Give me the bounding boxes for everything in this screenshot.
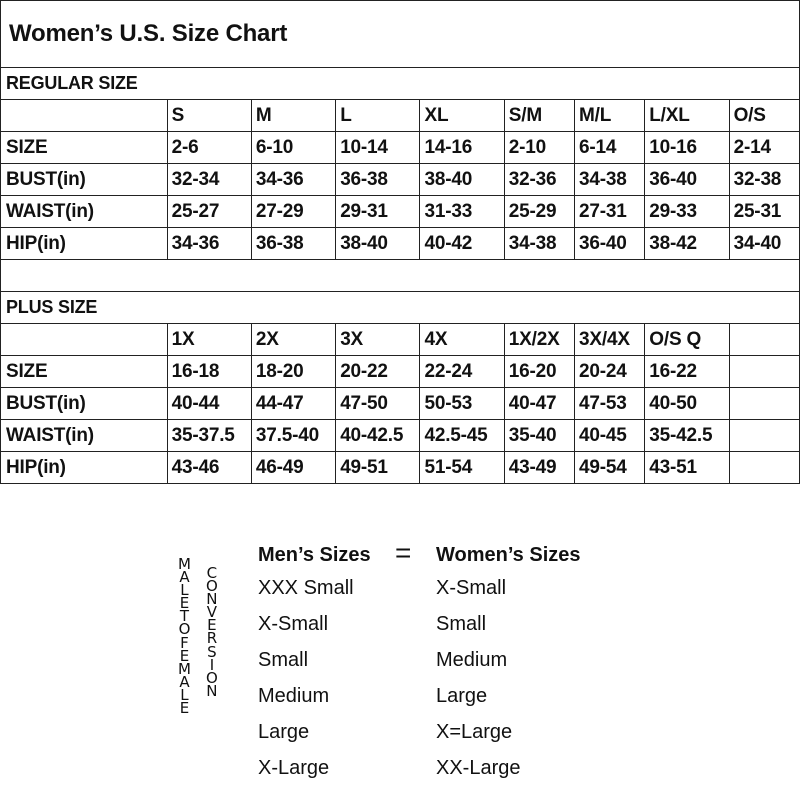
regular-section-label: REGULAR SIZE: [1, 68, 800, 100]
mens-size-item: Small: [258, 649, 309, 671]
vertical-letter: A: [179, 568, 190, 587]
table-cell: 2-6: [167, 132, 251, 164]
table-cell: 10-16: [645, 132, 729, 164]
table-cell: 27-29: [251, 196, 335, 228]
vertical-letter: L: [180, 581, 189, 600]
plus-header-row: [1, 324, 800, 356]
table-cell: 40-50: [645, 388, 729, 420]
table-cell: 35-42.5: [645, 420, 729, 452]
table-cell: [729, 452, 799, 484]
table-cell: 40-42: [420, 228, 504, 260]
vertical-letter: N: [206, 681, 218, 700]
table-cell: 47-53: [575, 388, 645, 420]
mens-sizes-column: [258, 540, 371, 786]
table-cell: 16-22: [645, 356, 729, 388]
table-cell: [729, 420, 799, 452]
vertical-label-male-to-female: [178, 555, 191, 718]
womens-size-item: Large: [436, 685, 488, 707]
table-cell: 40-44: [167, 388, 251, 420]
vertical-letter: A: [179, 672, 190, 691]
table-cell: 6-14: [575, 132, 645, 164]
blank-cell: [1, 260, 800, 292]
header-blank-cell: [1, 324, 168, 356]
table-cell: 2-14: [729, 132, 799, 164]
table-cell: 36-40: [645, 164, 729, 196]
table-cell: 14-16: [420, 132, 504, 164]
row-label: WAIST(in): [1, 420, 168, 452]
male-to-female-conversion: [0, 520, 800, 800]
table-cell: 20-22: [336, 356, 420, 388]
header-cell: 1X/2X: [504, 324, 574, 356]
womens-size-item: X-Small: [436, 577, 507, 599]
header-cell: 3X: [336, 324, 420, 356]
vertical-letter: E: [179, 646, 190, 665]
table-row: [1, 420, 800, 452]
table-cell: 25-29: [504, 196, 574, 228]
table-cell: 6-10: [251, 132, 335, 164]
mens-size-item: X-Large: [258, 757, 330, 779]
table-cell: 43-51: [645, 452, 729, 484]
header-cell: O/S Q: [645, 324, 729, 356]
table-cell: 43-49: [504, 452, 574, 484]
vertical-letter: I: [209, 655, 215, 674]
vertical-letter: O: [206, 577, 218, 596]
header-cell: M/L: [575, 100, 645, 132]
mens-size-item: Medium: [258, 685, 330, 707]
womens-size-item: Medium: [436, 649, 508, 671]
table-cell: 32-38: [729, 164, 799, 196]
table-cell: [729, 356, 799, 388]
row-label: HIP(in): [1, 228, 168, 260]
table-cell: 29-31: [336, 196, 420, 228]
vertical-letter: C: [206, 564, 218, 582]
vertical-letter: E: [179, 594, 190, 613]
vertical-letter: T: [179, 607, 190, 626]
womens-size-item: XX-Large: [436, 757, 521, 779]
mens-size-item: Large: [258, 721, 310, 743]
header-cell: S: [167, 100, 251, 132]
regular-header-row: [1, 100, 800, 132]
table-row: [1, 228, 800, 260]
womens-sizes-header: Women’s Sizes: [436, 544, 581, 566]
table-cell: 49-54: [575, 452, 645, 484]
table-cell: 34-36: [251, 164, 335, 196]
regular-section-row: [1, 68, 800, 100]
table-cell: 40-45: [575, 420, 645, 452]
header-cell: S/M: [504, 100, 574, 132]
table-cell: 25-31: [729, 196, 799, 228]
row-label: HIP(in): [1, 452, 168, 484]
table-cell: 16-18: [167, 356, 251, 388]
table-row: [1, 164, 800, 196]
row-label: BUST(in): [1, 388, 168, 420]
table-cell: 18-20: [251, 356, 335, 388]
table-row: [1, 132, 800, 164]
table-cell: 49-51: [336, 452, 420, 484]
table-cell: 38-40: [336, 228, 420, 260]
table-cell: 51-54: [420, 452, 504, 484]
table-cell: 10-14: [336, 132, 420, 164]
header-blank-cell: [1, 100, 168, 132]
table-cell: 16-20: [504, 356, 574, 388]
table-cell: 36-40: [575, 228, 645, 260]
header-cell: [729, 324, 799, 356]
row-label: WAIST(in): [1, 196, 168, 228]
womens-size-item: Small: [436, 613, 487, 635]
table-cell: 25-27: [167, 196, 251, 228]
table-cell: 36-38: [251, 228, 335, 260]
table-cell: 27-31: [575, 196, 645, 228]
table-cell: 20-24: [575, 356, 645, 388]
row-label: BUST(in): [1, 164, 168, 196]
table-row: [1, 356, 800, 388]
chart-title: Women’s U.S. Size Chart: [1, 1, 800, 68]
equals-sign: =: [395, 537, 412, 568]
vertical-letter: M: [178, 659, 191, 678]
table-cell: 2-10: [504, 132, 574, 164]
header-cell: 4X: [420, 324, 504, 356]
table-cell: 32-36: [504, 164, 574, 196]
womens-size-item: X=Large: [436, 721, 513, 743]
mens-size-item: X-Small: [258, 613, 329, 635]
table-cell: 36-38: [336, 164, 420, 196]
title-row: [1, 1, 800, 68]
table-cell: 40-47: [504, 388, 574, 420]
plus-section-row: [1, 292, 800, 324]
plus-section-label: PLUS SIZE: [1, 292, 800, 324]
table-cell: 42.5-45: [420, 420, 504, 452]
header-cell: 1X: [167, 324, 251, 356]
vertical-letter: V: [206, 603, 218, 622]
table-row: [1, 196, 800, 228]
table-cell: 29-33: [645, 196, 729, 228]
vertical-letter: O: [206, 668, 218, 687]
vertical-letter: L: [180, 685, 189, 704]
table-cell: 22-24: [420, 356, 504, 388]
table-cell: 34-36: [167, 228, 251, 260]
table-cell: [729, 388, 799, 420]
header-cell: L: [336, 100, 420, 132]
table-cell: 31-33: [420, 196, 504, 228]
header-cell: XL: [420, 100, 504, 132]
womens-sizes-column: [436, 540, 581, 786]
table-row: [1, 452, 800, 484]
table-cell: 50-53: [420, 388, 504, 420]
mens-size-item: XXX Small: [258, 577, 354, 599]
vertical-letter: F: [180, 633, 189, 652]
header-cell: 3X/4X: [575, 324, 645, 356]
table-cell: 37.5-40: [251, 420, 335, 452]
vertical-letter: R: [206, 629, 218, 648]
blank-row: [1, 260, 800, 292]
vertical-letter: M: [178, 555, 191, 573]
header-cell: L/XL: [645, 100, 729, 132]
header-cell: 2X: [251, 324, 335, 356]
vertical-label-conversion: [206, 564, 218, 700]
table-cell: 38-40: [420, 164, 504, 196]
header-cell: M: [251, 100, 335, 132]
header-cell: O/S: [729, 100, 799, 132]
table-row: [1, 388, 800, 420]
table-cell: 35-37.5: [167, 420, 251, 452]
table-cell: 32-34: [167, 164, 251, 196]
vertical-letter: N: [206, 590, 218, 609]
row-label: SIZE: [1, 132, 168, 164]
vertical-letter: E: [207, 616, 217, 635]
table-cell: 43-46: [167, 452, 251, 484]
table-cell: 38-42: [645, 228, 729, 260]
table-cell: 46-49: [251, 452, 335, 484]
vertical-letter: E: [179, 699, 190, 718]
table-cell: 47-50: [336, 388, 420, 420]
table-cell: 35-40: [504, 420, 574, 452]
mens-sizes-header: Men’s Sizes: [258, 544, 371, 566]
table-cell: 44-47: [251, 388, 335, 420]
table-cell: 34-38: [504, 228, 574, 260]
vertical-letter: S: [207, 642, 217, 661]
table-cell: 40-42.5: [336, 420, 420, 452]
vertical-letter: O: [178, 620, 191, 639]
table-cell: 34-38: [575, 164, 645, 196]
table-cell: 34-40: [729, 228, 799, 260]
row-label: SIZE: [1, 356, 168, 388]
